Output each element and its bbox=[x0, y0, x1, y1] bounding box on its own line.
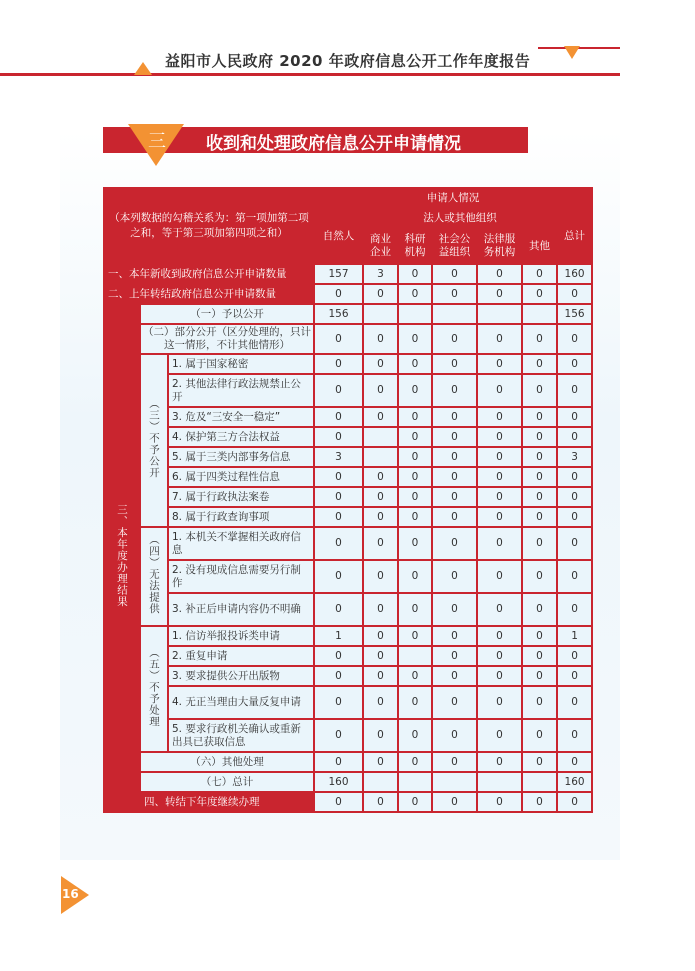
value-cell: 0 bbox=[398, 686, 432, 719]
value-cell: 0 bbox=[477, 447, 522, 467]
value-cell: 0 bbox=[314, 354, 363, 374]
row-label: 3. 要求提供公开出版物 bbox=[168, 666, 314, 686]
value-cell: 0 bbox=[522, 626, 557, 646]
value-cell: 0 bbox=[398, 626, 432, 646]
value-cell: 0 bbox=[432, 792, 477, 812]
value-cell: 0 bbox=[314, 527, 363, 560]
value-cell: 0 bbox=[314, 284, 363, 304]
value-cell: 0 bbox=[398, 407, 432, 427]
value-cell: 0 bbox=[363, 560, 398, 593]
row-label: 4. 保护第三方合法权益 bbox=[168, 427, 314, 447]
row-label: （二）部分公开（区分处理的，只计这一情形，不计其他情形） bbox=[140, 324, 314, 354]
value-cell: 0 bbox=[398, 593, 432, 626]
page-number: 16 bbox=[62, 887, 79, 901]
table-row bbox=[104, 593, 592, 626]
value-cell: 0 bbox=[522, 527, 557, 560]
value-cell: 0 bbox=[398, 560, 432, 593]
value-cell bbox=[363, 447, 398, 467]
value-cell: 0 bbox=[314, 324, 363, 354]
value-cell: 0 bbox=[432, 427, 477, 447]
value-cell: 160 bbox=[557, 772, 592, 792]
value-cell: 0 bbox=[398, 527, 432, 560]
value-cell: 0 bbox=[477, 264, 522, 284]
table-row bbox=[104, 407, 592, 427]
value-cell: 0 bbox=[522, 686, 557, 719]
table-row bbox=[104, 686, 592, 719]
results-group-label bbox=[104, 304, 140, 812]
value-cell: 0 bbox=[432, 626, 477, 646]
value-cell: 0 bbox=[363, 467, 398, 487]
value-cell: 0 bbox=[363, 626, 398, 646]
value-cell: 0 bbox=[522, 374, 557, 407]
value-cell: 0 bbox=[477, 354, 522, 374]
value-cell: 0 bbox=[363, 792, 398, 812]
value-cell: 0 bbox=[363, 507, 398, 527]
value-cell: 0 bbox=[432, 686, 477, 719]
row-label: 1. 信访举报投诉类申请 bbox=[168, 626, 314, 646]
value-cell: 0 bbox=[314, 593, 363, 626]
value-cell: 0 bbox=[363, 284, 398, 304]
value-cell: 0 bbox=[363, 666, 398, 686]
table-row bbox=[104, 374, 592, 407]
value-cell: 0 bbox=[314, 507, 363, 527]
value-cell: 0 bbox=[398, 467, 432, 487]
value-cell: 0 bbox=[314, 792, 363, 812]
value-cell: 0 bbox=[557, 487, 592, 507]
value-cell: 0 bbox=[314, 467, 363, 487]
subgroup-label-text: （四）无法提供 bbox=[148, 534, 160, 615]
table-row bbox=[104, 447, 592, 467]
subgroup-label-text: （三）不予公开 bbox=[148, 398, 160, 479]
table-row bbox=[104, 646, 592, 666]
section-number: 三 bbox=[148, 131, 166, 152]
value-cell: 0 bbox=[477, 560, 522, 593]
value-cell: 0 bbox=[522, 560, 557, 593]
value-cell: 0 bbox=[522, 427, 557, 447]
value-cell bbox=[398, 304, 432, 324]
value-cell: 0 bbox=[363, 686, 398, 719]
value-cell: 0 bbox=[314, 407, 363, 427]
table-row bbox=[104, 772, 592, 792]
section-title: 收到和处理政府信息公开申请情况 bbox=[206, 134, 461, 154]
value-cell: 0 bbox=[363, 324, 398, 354]
value-cell: 0 bbox=[432, 752, 477, 772]
value-cell: 160 bbox=[557, 264, 592, 284]
col-business: 商业企业 bbox=[363, 228, 398, 264]
value-cell: 0 bbox=[432, 527, 477, 560]
value-cell: 157 bbox=[314, 264, 363, 284]
value-cell: 0 bbox=[432, 447, 477, 467]
row-label: 1. 本机关不掌握相关政府信息 bbox=[168, 527, 314, 560]
value-cell: 0 bbox=[398, 374, 432, 407]
col-public-welfare: 社会公益组织 bbox=[432, 228, 477, 264]
triangle-down-icon bbox=[564, 46, 580, 59]
value-cell: 0 bbox=[398, 284, 432, 304]
value-cell: 0 bbox=[432, 593, 477, 626]
value-cell: 0 bbox=[522, 324, 557, 354]
value-cell: 0 bbox=[314, 427, 363, 447]
document-title: 益阳市人民政府 2020 年政府信息公开工作年度报告 bbox=[165, 52, 531, 70]
value-cell: 0 bbox=[557, 284, 592, 304]
table-row bbox=[104, 427, 592, 447]
value-cell: 0 bbox=[477, 593, 522, 626]
corner-note: （本列数据的勾稽关系为：第一项加第二项之和，等于第三项加第四项之和） bbox=[104, 188, 314, 264]
value-cell: 0 bbox=[398, 666, 432, 686]
value-cell: 0 bbox=[363, 719, 398, 752]
value-cell: 0 bbox=[522, 487, 557, 507]
value-cell: 0 bbox=[398, 719, 432, 752]
value-cell: 0 bbox=[477, 427, 522, 447]
value-cell: 0 bbox=[314, 646, 363, 666]
row-label: 一、本年新收到政府信息公开申请数量 bbox=[104, 264, 314, 284]
value-cell bbox=[432, 772, 477, 792]
value-cell: 0 bbox=[314, 374, 363, 407]
value-cell: 156 bbox=[557, 304, 592, 324]
value-cell: 0 bbox=[398, 354, 432, 374]
value-cell: 0 bbox=[477, 666, 522, 686]
table-row bbox=[104, 487, 592, 507]
table-row bbox=[104, 467, 592, 487]
value-cell: 0 bbox=[522, 407, 557, 427]
table-row bbox=[104, 719, 592, 752]
row-label: （七）总计 bbox=[140, 772, 314, 792]
value-cell: 0 bbox=[522, 354, 557, 374]
table-row bbox=[104, 527, 592, 560]
value-cell: 0 bbox=[522, 447, 557, 467]
value-cell: 0 bbox=[398, 427, 432, 447]
row-label: 4. 无正当理由大量反复申请 bbox=[168, 686, 314, 719]
table-row bbox=[104, 752, 592, 772]
value-cell: 0 bbox=[557, 792, 592, 812]
value-cell: 0 bbox=[314, 560, 363, 593]
value-cell: 0 bbox=[432, 324, 477, 354]
value-cell: 0 bbox=[557, 527, 592, 560]
value-cell: 0 bbox=[398, 487, 432, 507]
value-cell: 0 bbox=[477, 374, 522, 407]
col-other: 其他 bbox=[522, 228, 557, 264]
subgroup-label bbox=[140, 354, 168, 527]
value-cell bbox=[432, 304, 477, 324]
row-label: 7. 属于行政执法案卷 bbox=[168, 487, 314, 507]
row-label: 二、上年转结政府信息公开申请数量 bbox=[104, 284, 314, 304]
value-cell: 1 bbox=[314, 626, 363, 646]
value-cell: 0 bbox=[432, 646, 477, 666]
value-cell: 0 bbox=[557, 427, 592, 447]
row-label: 1. 属于国家秘密 bbox=[168, 354, 314, 374]
value-cell: 0 bbox=[557, 354, 592, 374]
value-cell bbox=[477, 304, 522, 324]
value-cell: 0 bbox=[363, 646, 398, 666]
application-stats-table bbox=[103, 187, 593, 813]
row-label: 5. 属于三类内部事务信息 bbox=[168, 447, 314, 467]
org-header: 法人或其他组织 bbox=[363, 208, 557, 228]
value-cell: 0 bbox=[557, 719, 592, 752]
value-cell: 0 bbox=[363, 374, 398, 407]
value-cell bbox=[522, 772, 557, 792]
value-cell bbox=[522, 304, 557, 324]
value-cell: 0 bbox=[557, 507, 592, 527]
triangle-up-icon bbox=[134, 62, 152, 75]
subgroup-label bbox=[140, 527, 168, 626]
table-row bbox=[104, 792, 592, 812]
value-cell: 0 bbox=[522, 792, 557, 812]
value-cell: 0 bbox=[477, 527, 522, 560]
value-cell: 0 bbox=[477, 407, 522, 427]
col-legal-service: 法律服务机构 bbox=[477, 228, 522, 264]
value-cell: 0 bbox=[477, 324, 522, 354]
row-label: 8. 属于行政查询事项 bbox=[168, 507, 314, 527]
value-cell: 0 bbox=[557, 324, 592, 354]
value-cell: 3 bbox=[557, 447, 592, 467]
value-cell: 0 bbox=[314, 487, 363, 507]
value-cell: 0 bbox=[363, 354, 398, 374]
value-cell: 0 bbox=[557, 467, 592, 487]
value-cell: 0 bbox=[398, 507, 432, 527]
header-rule bbox=[0, 73, 620, 76]
applicant-header: 申请人情况 bbox=[314, 188, 592, 208]
row-label: 3. 危及“三安全一稳定” bbox=[168, 407, 314, 427]
value-cell: 0 bbox=[477, 284, 522, 304]
value-cell: 0 bbox=[522, 752, 557, 772]
value-cell: 0 bbox=[522, 666, 557, 686]
value-cell: 0 bbox=[432, 560, 477, 593]
value-cell: 0 bbox=[522, 284, 557, 304]
col-natural-person: 自然人 bbox=[314, 208, 363, 264]
value-cell: 0 bbox=[314, 719, 363, 752]
value-cell bbox=[363, 427, 398, 447]
value-cell: 0 bbox=[557, 560, 592, 593]
row-label: 2. 没有现成信息需要另行制作 bbox=[168, 560, 314, 593]
value-cell: 0 bbox=[363, 407, 398, 427]
subgroup-label bbox=[140, 626, 168, 752]
value-cell: 0 bbox=[363, 593, 398, 626]
value-cell bbox=[398, 646, 432, 666]
value-cell: 0 bbox=[557, 407, 592, 427]
value-cell: 0 bbox=[477, 507, 522, 527]
value-cell: 0 bbox=[432, 487, 477, 507]
value-cell: 0 bbox=[432, 284, 477, 304]
value-cell: 0 bbox=[314, 666, 363, 686]
value-cell: 0 bbox=[363, 752, 398, 772]
value-cell: 0 bbox=[522, 264, 557, 284]
row-label: 3. 补正后申请内容仍不明确 bbox=[168, 593, 314, 626]
value-cell: 0 bbox=[557, 666, 592, 686]
row-label: 2. 其他法律行政法规禁止公开 bbox=[168, 374, 314, 407]
value-cell: 0 bbox=[477, 719, 522, 752]
value-cell: 0 bbox=[557, 752, 592, 772]
value-cell: 0 bbox=[522, 593, 557, 626]
value-cell: 0 bbox=[522, 507, 557, 527]
value-cell: 0 bbox=[477, 487, 522, 507]
value-cell: 0 bbox=[477, 686, 522, 719]
value-cell: 3 bbox=[363, 264, 398, 284]
table-row bbox=[104, 324, 592, 354]
row-label: （六）其他处理 bbox=[140, 752, 314, 772]
value-cell bbox=[398, 772, 432, 792]
subgroup-label-text: （五）不予处理 bbox=[148, 646, 160, 728]
value-cell: 156 bbox=[314, 304, 363, 324]
row-label: 6. 属于四类过程性信息 bbox=[168, 467, 314, 487]
value-cell: 0 bbox=[398, 264, 432, 284]
table-row bbox=[104, 354, 592, 374]
value-cell: 0 bbox=[522, 646, 557, 666]
table-row bbox=[104, 284, 592, 304]
value-cell: 0 bbox=[398, 752, 432, 772]
table-row bbox=[104, 304, 592, 324]
value-cell: 0 bbox=[477, 752, 522, 772]
value-cell: 0 bbox=[363, 527, 398, 560]
table-row bbox=[104, 626, 592, 646]
value-cell: 0 bbox=[557, 646, 592, 666]
value-cell: 0 bbox=[522, 719, 557, 752]
value-cell bbox=[477, 772, 522, 792]
value-cell: 0 bbox=[432, 374, 477, 407]
value-cell bbox=[363, 304, 398, 324]
value-cell bbox=[363, 772, 398, 792]
value-cell: 1 bbox=[557, 626, 592, 646]
row-label: 四、转结下年度继续办理 bbox=[140, 792, 314, 812]
table-row bbox=[104, 507, 592, 527]
value-cell: 0 bbox=[477, 467, 522, 487]
col-research: 科研机构 bbox=[398, 228, 432, 264]
table-row bbox=[104, 666, 592, 686]
value-cell: 0 bbox=[477, 626, 522, 646]
value-cell: 3 bbox=[314, 447, 363, 467]
value-cell: 0 bbox=[432, 467, 477, 487]
col-total: 总计 bbox=[557, 208, 592, 264]
value-cell: 0 bbox=[522, 467, 557, 487]
value-cell: 0 bbox=[314, 686, 363, 719]
table-row bbox=[104, 560, 592, 593]
value-cell: 0 bbox=[398, 447, 432, 467]
value-cell: 0 bbox=[477, 646, 522, 666]
row-label: （一）予以公开 bbox=[140, 304, 314, 324]
table-row bbox=[104, 264, 592, 284]
value-cell: 160 bbox=[314, 772, 363, 792]
results-group-label-text: 三、本年度办理结果 bbox=[116, 504, 128, 608]
value-cell: 0 bbox=[432, 719, 477, 752]
value-cell: 0 bbox=[432, 354, 477, 374]
value-cell: 0 bbox=[477, 792, 522, 812]
value-cell: 0 bbox=[398, 792, 432, 812]
value-cell: 0 bbox=[363, 487, 398, 507]
value-cell: 0 bbox=[557, 593, 592, 626]
value-cell: 0 bbox=[398, 324, 432, 354]
value-cell: 0 bbox=[557, 374, 592, 407]
value-cell: 0 bbox=[432, 407, 477, 427]
value-cell: 0 bbox=[432, 507, 477, 527]
value-cell: 0 bbox=[432, 264, 477, 284]
row-label: 5. 要求行政机关确认或重新出具已获取信息 bbox=[168, 719, 314, 752]
value-cell: 0 bbox=[432, 666, 477, 686]
value-cell: 0 bbox=[314, 752, 363, 772]
row-label: 2. 重复申请 bbox=[168, 646, 314, 666]
value-cell: 0 bbox=[557, 686, 592, 719]
